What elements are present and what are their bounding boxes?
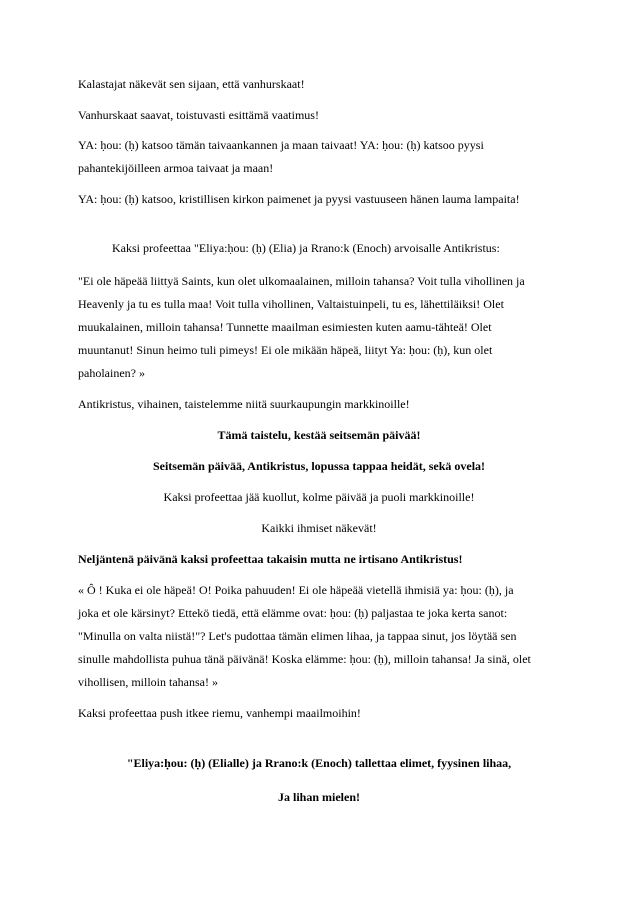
- paragraph-6-line-5: paholainen? »: [78, 366, 145, 380]
- paragraph-9-line-1: « Ô ! Kuka ei ole häpeä! O! Poika pahuuden! Ei ole häpeää vietellä ihmisiä ya: ḥou: (ḥ), ja: [78, 583, 514, 597]
- paragraph-6-line-3: muukalainen, milloin tahansa! Tunnette maailman esimiesten kuten aamu-tähteä! Olet: [78, 320, 492, 334]
- centered-heading-1: Tämä taistelu, kestää seitsemän päivää!: [217, 428, 421, 442]
- paragraph-3-line-1: YA: ḥou: (ḥ) katsoo tämän taivaankannen ja maan taivaat! YA: ḥou: (ḥ) katsoo pyysi: [78, 138, 484, 152]
- paragraph-8: Neljäntenä päivänä kaksi profeettaa takaisin mutta ne irtisano Antikristus!: [78, 552, 463, 566]
- paragraph-3-line-2: pahantekijöilleen armoa taivaat ja maan!: [78, 161, 274, 175]
- paragraph-6-line-1: "Ei ole häpeää liittyä Saints, kun olet ulkomaalainen, milloin tahansa? Voit tulla vihollinen ja: [78, 274, 525, 288]
- paragraph-9-line-2: joka et ole kärsinyt? Ettekö tiedä, että elämme ovat: ḥou: (ḥ) paljastaa te joka kerta sanot:: [78, 606, 508, 620]
- centered-line-4: Kaikki ihmiset näkevät!: [261, 521, 377, 535]
- paragraph-4: YA: ḥou: (ḥ) katsoo, kristillisen kirkon paimenet ja pyysi vastuuseen hänen lauma lampaita!: [78, 192, 520, 206]
- centered-heading-5: "Eliya:ḥou: (ḥ) (Elialle) ja Rrano:k (Enoch) tallettaa elimet, fyysinen lihaa,: [126, 756, 512, 770]
- paragraph-9-line-5: vihollisen, milloin tahansa! »: [78, 675, 218, 689]
- paragraph-5: Kaksi profeettaa "Eliya:ḥou: (ḥ) (Elia) ja Rrano:k (Enoch) arvoisalle Antikristus:: [112, 241, 500, 255]
- paragraph-2: Vanhurskaat saavat, toistuvasti esittämä vaatimus!: [78, 108, 319, 122]
- centered-heading-6: Ja lihan mielen!: [277, 790, 360, 804]
- centered-line-3: Kaksi profeettaa jää kuollut, kolme päivää ja puoli markkinoille!: [163, 490, 475, 504]
- paragraph-10: Kaksi profeettaa push itkee riemu, vanhempi maailmoihin!: [78, 706, 361, 720]
- paragraph-6-line-4: muuntanut! Sinun heimo tuli pimeys! Ei ole mikään häpeä, liityt Ya: ḥou: (ḥ), kun olet: [78, 343, 493, 357]
- paragraph-6-line-2: Heavenly ja tu es tulla maa! Voit tulla vihollinen, Valtaistuinpeli, tu es, lähettiläiksi! Olet: [78, 297, 504, 311]
- paragraph-9-line-4: sinulle mahdollista puhua tänä päivänä! Koska elämme: ḥou: (ḥ), milloin tahansa! Ja sinä, olet: [78, 652, 531, 666]
- centered-heading-2: Seitsemän päivää, Antikristus, lopussa tappaa heidät, sekä ovela!: [152, 459, 486, 473]
- paragraph-9-line-3: "Minulla on valta niistä!"? Let's pudottaa tämän elimen lihaa, ja tappaa sinut, jos löytää sen: [78, 629, 517, 643]
- paragraph-7: Antikristus, vihainen, taistelemme niitä suurkaupungin markkinoille!: [78, 397, 410, 411]
- paragraph-1: Kalastajat näkevät sen sijaan, että vanhurskaat!: [78, 77, 305, 91]
